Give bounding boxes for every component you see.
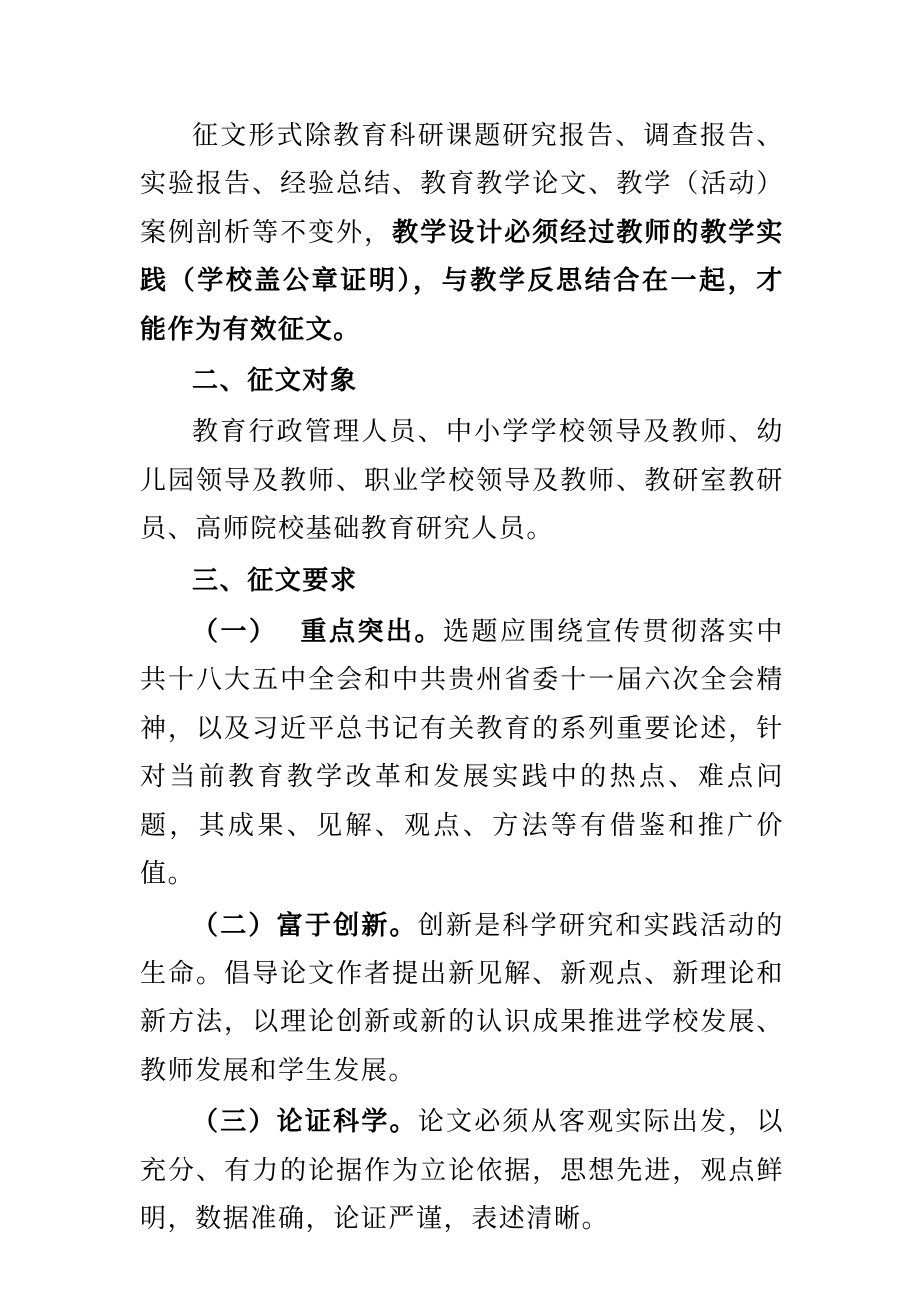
heading-requirements [140,557,784,605]
requirement-item-1-label: （一） 重点突出。 [192,617,444,648]
paragraph-format [140,112,784,354]
heading-target-audience [140,357,784,405]
requirement-item-2-text: 创新是科学研究和实践活动的生命。倡导论文作者提出新见解、新观点、新理论和新方法，以理论创新或新的认识成果推进学校发展、教师发展和学生发展。 [140,910,784,1086]
paragraph-format-bold: 教学设计必须经过教师的教学实践（学校盖公章证明），与教学反思结合在一起，才能作为有效征文。 [140,217,785,345]
requirement-item-2 [140,902,784,1096]
paragraph-format-text: 征文形式除教育科研课题研究报告、调查报告、实验报告、经验总结、教育教学论文、教学（活动）案例剖析等不变外， [140,121,784,248]
heading-requirements-text: 三、征文要求 [192,565,358,596]
requirement-item-1-text: 选题应围绕宣传贯彻落实中共十八大五中全会和中共贵州省委十一届六次全会精神，以及习近平总书记有关教育的系列重要论述，针对当前教育教学改革和发展实践中的热点、难点问题，其成果、见解、观点、方法等有借鉴和推广价值。 [140,617,785,890]
requirement-item-1 [140,608,784,898]
requirement-item-3 [140,1098,784,1243]
document-body [140,112,784,1243]
paragraph-target-audience: 教育行政管理人员、中小学学校领导及教师、幼儿园领导及教师、职业学校领导及教师、教研室教研员、高师院校基础教育研究人员。 [140,417,784,545]
requirement-item-2-label: （二）富于创新。 [192,910,418,941]
heading-target-audience-text: 二、征文对象 [192,366,358,397]
requirement-item-3-label: （三）论证科学。 [192,1107,418,1138]
requirement-item-3-text: 论文必须从客观实际出发，以充分、有力的论据作为立论依据，思想先进，观点鲜明，数据准确，论证严谨，表述清晰。 [140,1107,784,1234]
